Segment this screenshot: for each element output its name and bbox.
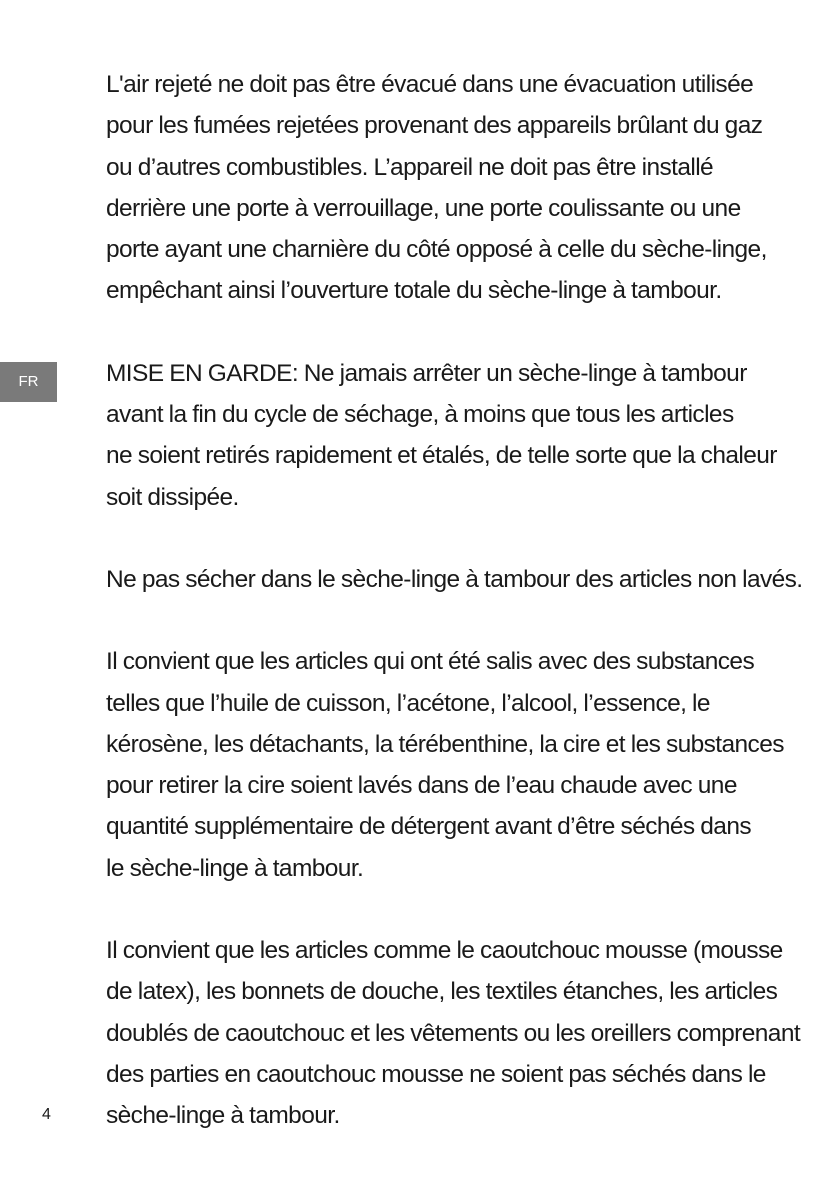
text-line: telles que l’huile de cuisson, l’acétone, l’alcool, l’essence, le [106, 689, 710, 717]
text-line: doublés de caoutchouc et les vêtements ou les oreillers comprenant [106, 1019, 801, 1047]
paragraph-soiled-items [106, 641, 818, 889]
text-line: kérosène, les détachants, la térébenthine, la cire et les substances [106, 730, 784, 758]
text-line: pour retirer la cire soient lavés dans de l’eau chaude avec une [106, 772, 737, 800]
paragraph-warning [106, 353, 818, 518]
text-line: ne soient retirés rapidement et étalés, de telle sorte que la chaleur [106, 442, 777, 470]
text-line: porte ayant une charnière du côté opposé à celle du sèche-linge, [106, 236, 767, 264]
text-line: derrière une porte à verrouillage, une porte coulissante ou une [106, 194, 741, 222]
text-line: L'air rejeté ne doit pas être évacué dans une évacuation utilisée [106, 71, 754, 98]
text-line: MISE EN GARDE: Ne jamais arrêter un sèche-linge à tambour [106, 359, 747, 387]
text-line: des parties en caoutchouc mousse ne soient pas séchés dans le [106, 1060, 766, 1088]
text-line: pour les fumées rejetées provenant des appareils brûlant du gaz [106, 112, 763, 140]
paragraph-foam-rubber [106, 930, 818, 1136]
text-line: ou d’autres combustibles. L’appareil ne doit pas être installé [106, 153, 714, 181]
paragraph-exhaust-air [106, 64, 818, 312]
text-line: Il convient que les articles comme le caoutchouc mousse (mousse [106, 937, 783, 965]
text-line: empêchant ainsi l’ouverture totale du sèche-linge à tambour. [106, 277, 722, 305]
text-line: sèche-linge à tambour. [106, 1102, 340, 1130]
text-line: Il convient que les articles qui ont été salis avec des substances [106, 648, 755, 676]
text-line: soit dissipée. [106, 483, 239, 511]
page-content [106, 64, 818, 1137]
text-line: avant la fin du cycle de séchage, à moins que tous les articles [106, 401, 734, 429]
paragraph-unwashed-items [106, 559, 818, 600]
language-tab: FR [0, 362, 57, 402]
text-line: de latex), les bonnets de douche, les textiles étanches, les articles [106, 978, 778, 1006]
text-line: quantité supplémentaire de détergent avant d’être séchés dans [106, 813, 752, 841]
page-number: 4 [42, 1106, 51, 1123]
text-line: le sèche-linge à tambour. [106, 854, 364, 882]
text-line: Ne pas sécher dans le sèche-linge à tambour des articles non lavés. [106, 565, 803, 593]
